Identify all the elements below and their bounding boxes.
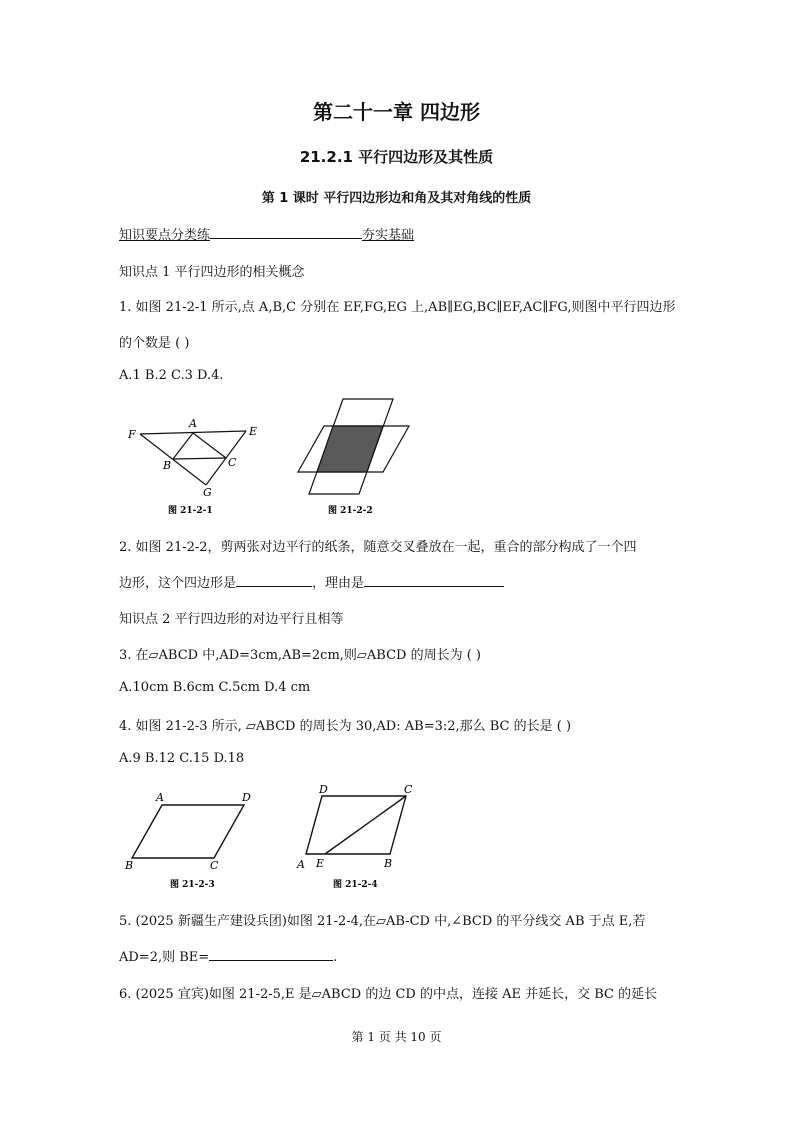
practice-header [119, 224, 414, 243]
practice-header-right: 夯实基础 [362, 228, 415, 243]
fig4-caption: 图 21-2-4 [333, 880, 378, 890]
q5-line2 [119, 946, 337, 965]
page-footer: 第 1 页 共 10 页 [351, 1030, 442, 1044]
figure-21-2-1 [118, 398, 268, 518]
fig3-label-d: D [242, 791, 251, 804]
q1-options: A.1 B.2 C.3 D.4. [119, 368, 224, 383]
q5-line2-part-b: . [333, 950, 338, 965]
fig1-label-c: C [228, 456, 237, 469]
q2-line2 [119, 572, 504, 591]
fig4-label-c: C [404, 784, 413, 796]
knowledge-point-2: 知识点 2 平行四边形的对边平行且相等 [119, 612, 344, 627]
fig1-line-ac [193, 433, 226, 458]
fig1-line-bc [173, 458, 226, 459]
q1-line1: 1. 如图 21-2-1 所示,点 A,B,C 分别在 EF,FG,EG 上,AB∥EG,BC∥EF,AC∥FG,则图中平行四边形 [119, 300, 676, 315]
fig4-parallelogram [306, 796, 406, 854]
fig3-parallelogram [132, 805, 244, 858]
q4-options: A.9 B.12 C.15 D.18 [119, 751, 245, 766]
fig1-line-fg [140, 434, 206, 485]
fig1-label-a: A [189, 417, 197, 430]
q2-blank-reason[interactable] [364, 572, 504, 587]
fig4-bisector-ce [325, 796, 406, 854]
q3-text: 3. 在▱ABCD 中,AD=3cm,AB=2cm,则▱ABCD 的周长为 ( ) [119, 648, 482, 663]
fig4-label-e: E [316, 857, 325, 870]
chapter-title: 第二十一章 四边形 [313, 100, 480, 124]
fig4-label-d: D [319, 784, 328, 796]
q5-blank-be[interactable] [209, 946, 333, 961]
lesson-title: 第 1 课时 平行四边形边和角及其对角线的性质 [261, 191, 532, 206]
q5-line1: 5. (2025 新疆生产建设兵团)如图 21-2-4,在▱AB-CD 中,∠BCD 的平分线交 AB 于点 E,若 [119, 914, 646, 929]
fig4-label-b: B [384, 857, 393, 870]
q5-line2-part-a: AD=2,则 BE= [119, 950, 210, 965]
q3-options: A.10cm B.6cm C.5cm D.4 cm [119, 680, 311, 695]
fig3-caption: 图 21-2-3 [170, 880, 215, 890]
q2-line1: 2. 如图 21-2-2，剪两张对边平行的纸条，随意交叉叠放在一起，重合的部分构成了一个四 [119, 540, 637, 555]
fig4-label-a: A [297, 858, 305, 871]
practice-header-left: 知识要点分类练 [119, 228, 211, 243]
figure-21-2-2 [293, 398, 413, 520]
q4-text: 4. 如图 21-2-3 所示, ▱ABCD 的周长为 30,AD: AB=3:2,那么 BC 的长是 ( ) [119, 719, 572, 734]
knowledge-point-1: 知识点 1 平行四边形的相关概念 [119, 265, 305, 280]
fig1-label-e: E [249, 425, 258, 438]
q6-line1: 6. (2025 宜宾)如图 21-2-5,E 是▱ABCD 的边 CD 的中点，连接 AE 并延长，交 BC 的延长 [119, 987, 658, 1002]
q1-line2: 的个数是 ( ) [119, 336, 190, 351]
q2-line2-part-a: 边形，这个四边形是 [119, 576, 237, 591]
fig3-label-c: C [210, 859, 219, 872]
fig3-label-a: A [156, 791, 164, 804]
q2-blank-shape[interactable] [236, 572, 312, 587]
fig2-overlap-region [317, 426, 383, 472]
q2-line2-part-b: ，理由是 [312, 576, 365, 591]
section-title: 21.2.1 平行四边形及其性质 [299, 148, 494, 166]
fig2-caption: 图 21-2-2 [328, 506, 373, 516]
fig1-label-b: B [163, 459, 172, 472]
fig1-label-f: F [128, 428, 136, 441]
fig1-line-ab [173, 433, 193, 459]
fig1-label-g: G [203, 486, 212, 499]
fig3-label-b: B [125, 859, 134, 872]
figure-21-2-4 [293, 784, 423, 892]
header-underline [210, 224, 362, 239]
fig1-caption: 图 21-2-1 [168, 506, 213, 516]
figure-21-2-3 [118, 790, 268, 892]
